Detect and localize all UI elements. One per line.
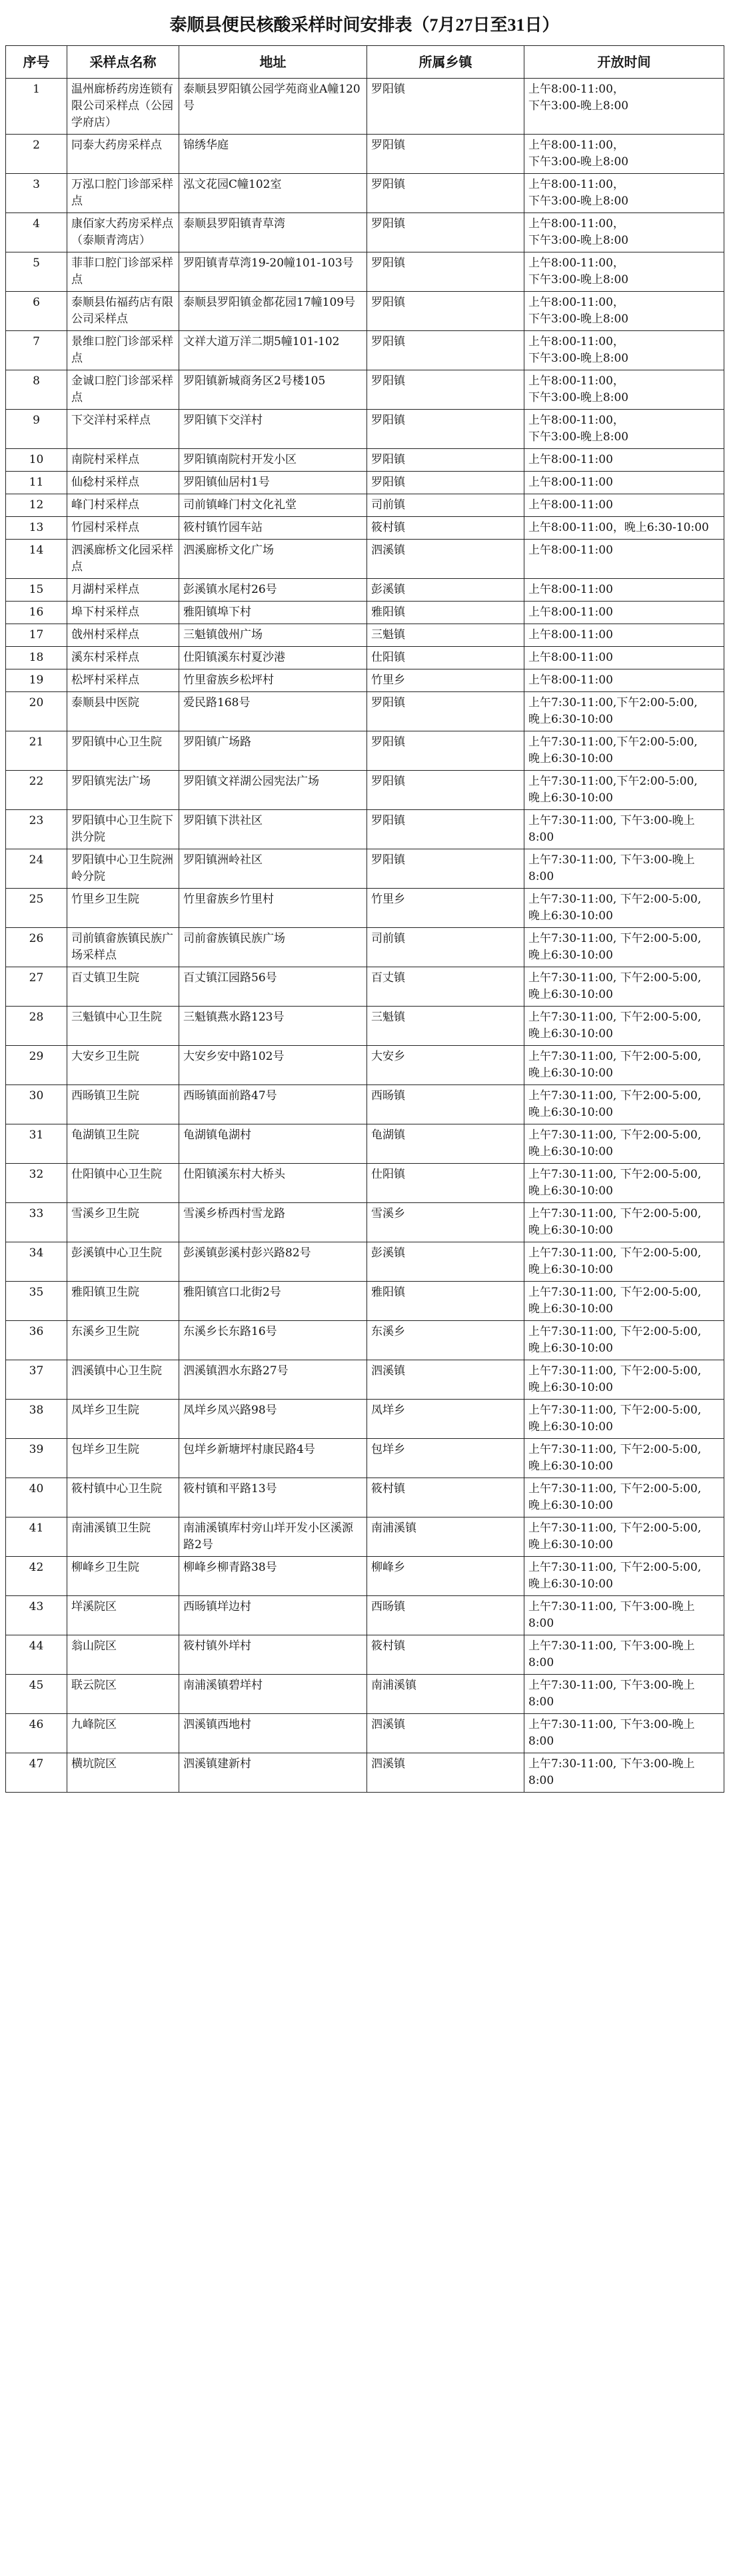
cell-town: 南浦溪镇 (367, 1517, 524, 1557)
cell-town: 罗阳镇 (367, 370, 524, 410)
table-row (6, 1439, 724, 1478)
cell-town: 司前镇 (367, 928, 524, 967)
cell-town: 罗阳镇 (367, 692, 524, 731)
cell-index: 20 (6, 692, 67, 731)
header-index: 序号 (6, 46, 67, 79)
cell-index: 45 (6, 1675, 67, 1714)
cell-town: 泗溪镇 (367, 1714, 524, 1753)
table-row (6, 889, 724, 928)
cell-index: 38 (6, 1400, 67, 1439)
cell-town: 彭溪镇 (367, 579, 524, 602)
cell-address: 南浦溪镇库村旁山垟开发小区溪源路2号 (179, 1517, 367, 1557)
cell-site-name: 月湖村采样点 (67, 579, 179, 602)
table-row (6, 213, 724, 252)
cell-address: 雅阳镇埠下村 (179, 602, 367, 624)
cell-hours: 上午7:30-11:00, 下午2:00-5:00, 晚上6:30-10:00 (524, 1517, 724, 1557)
cell-address: 爱民路168号 (179, 692, 367, 731)
cell-address: 筱村镇和平路13号 (179, 1478, 367, 1517)
cell-index: 33 (6, 1203, 67, 1242)
cell-hours: 上午7:30-11:00,下午2:00-5:00, 晚上6:30-10:00 (524, 771, 724, 810)
cell-town: 仕阳镇 (367, 647, 524, 669)
cell-address: 罗阳镇下交洋村 (179, 410, 367, 449)
cell-site-name: 溪东村采样点 (67, 647, 179, 669)
cell-site-name: 罗阳镇中心卫生院洲岭分院 (67, 849, 179, 889)
header-site-name: 采样点名称 (67, 46, 179, 79)
cell-town: 罗阳镇 (367, 472, 524, 494)
cell-site-name: 康佰家大药房采样点（泰顺青湾店） (67, 213, 179, 252)
cell-town: 龟湖镇 (367, 1124, 524, 1164)
cell-address: 雪溪乡桥西村雪龙路 (179, 1203, 367, 1242)
table-row (6, 1400, 724, 1439)
header-hours: 开放时间 (524, 46, 724, 79)
cell-address: 文祥大道万洋二期5幢101-102 (179, 331, 367, 370)
table-row (6, 449, 724, 472)
cell-hours: 上午8:00-11:00， 下午3:00-晚上8:00 (524, 174, 724, 213)
cell-site-name: 南院村采样点 (67, 449, 179, 472)
cell-town: 百丈镇 (367, 967, 524, 1007)
cell-index: 29 (6, 1046, 67, 1085)
cell-index: 7 (6, 331, 67, 370)
cell-address: 雅阳镇宫口北街2号 (179, 1282, 367, 1321)
table-row (6, 692, 724, 731)
table-row (6, 370, 724, 410)
cell-town: 筱村镇 (367, 1635, 524, 1675)
table-row (6, 1321, 724, 1360)
cell-hours: 上午7:30-11:00, 下午2:00-5:00, 晚上6:30-10:00 (524, 889, 724, 928)
cell-index: 42 (6, 1557, 67, 1596)
cell-address: 竹里畲族乡松坪村 (179, 669, 367, 692)
cell-address: 锦绣华庭 (179, 135, 367, 174)
cell-site-name: 南浦溪镇卫生院 (67, 1517, 179, 1557)
table-row (6, 79, 724, 135)
cell-index: 35 (6, 1282, 67, 1321)
cell-site-name: 泗溪镇中心卫生院 (67, 1360, 179, 1400)
cell-index: 2 (6, 135, 67, 174)
cell-hours: 上午7:30-11:00, 下午2:00-5:00, 晚上6:30-10:00 (524, 1478, 724, 1517)
cell-site-name: 金诚口腔门诊部采样点 (67, 370, 179, 410)
table-row (6, 731, 724, 771)
table-row (6, 1360, 724, 1400)
cell-hours: 上午7:30-11:00, 下午2:00-5:00, 晚上6:30-10:00 (524, 1400, 724, 1439)
cell-address: 泗溪镇泗水东路27号 (179, 1360, 367, 1400)
cell-town: 泗溪镇 (367, 540, 524, 579)
cell-town: 罗阳镇 (367, 292, 524, 331)
cell-address: 泓文花园C幢102室 (179, 174, 367, 213)
cell-site-name: 罗阳镇中心卫生院下洪分院 (67, 810, 179, 849)
cell-index: 9 (6, 410, 67, 449)
cell-site-name: 下交洋村采样点 (67, 410, 179, 449)
cell-hours: 上午7:30-11:00, 下午2:00-5:00, 晚上6:30-10:00 (524, 1124, 724, 1164)
cell-hours: 上午8:00-11:00 (524, 449, 724, 472)
cell-site-name: 横坑院区 (67, 1753, 179, 1793)
table-row (6, 1714, 724, 1753)
cell-index: 6 (6, 292, 67, 331)
cell-address: 泗溪镇西地村 (179, 1714, 367, 1753)
cell-index: 36 (6, 1321, 67, 1360)
cell-address: 筱村镇外垟村 (179, 1635, 367, 1675)
cell-town: 仕阳镇 (367, 1164, 524, 1203)
cell-site-name: 司前镇畲族镇民族广场采样点 (67, 928, 179, 967)
table-row (6, 1046, 724, 1085)
table-row (6, 410, 724, 449)
cell-hours: 上午8:00-11:00， 下午3:00-晚上8:00 (524, 410, 724, 449)
table-row (6, 967, 724, 1007)
cell-site-name: 百丈镇卫生院 (67, 967, 179, 1007)
cell-site-name: 竹园村采样点 (67, 517, 179, 540)
cell-index: 17 (6, 624, 67, 647)
cell-address: 罗阳镇新城商务区2号楼105 (179, 370, 367, 410)
cell-index: 44 (6, 1635, 67, 1675)
cell-index: 34 (6, 1242, 67, 1282)
cell-address: 柳峰乡柳青路38号 (179, 1557, 367, 1596)
cell-hours: 上午8:00-11:00， 下午3:00-晚上8:00 (524, 213, 724, 252)
cell-address: 泰顺县罗阳镇青草湾 (179, 213, 367, 252)
cell-site-name: 九峰院区 (67, 1714, 179, 1753)
cell-hours: 上午8:00-11:00， 下午3:00-晚上8:00 (524, 292, 724, 331)
cell-site-name: 埠下村采样点 (67, 602, 179, 624)
cell-town: 包垟乡 (367, 1439, 524, 1478)
table-row (6, 1242, 724, 1282)
table-row (6, 602, 724, 624)
cell-address: 泗溪廊桥文化广场 (179, 540, 367, 579)
cell-index: 18 (6, 647, 67, 669)
cell-hours: 上午8:00-11:00 (524, 624, 724, 647)
cell-site-name: 包垟乡卫生院 (67, 1439, 179, 1478)
cell-town: 罗阳镇 (367, 79, 524, 135)
cell-hours: 上午7:30-11:00, 下午2:00-5:00, 晚上6:30-10:00 (524, 1242, 724, 1282)
cell-index: 22 (6, 771, 67, 810)
cell-hours: 上午7:30-11:00, 下午3:00-晚上8:00 (524, 1753, 724, 1793)
cell-index: 32 (6, 1164, 67, 1203)
cell-index: 47 (6, 1753, 67, 1793)
cell-hours: 上午7:30-11:00, 下午2:00-5:00, 晚上6:30-10:00 (524, 1321, 724, 1360)
cell-index: 11 (6, 472, 67, 494)
table-row (6, 849, 724, 889)
cell-town: 西旸镇 (367, 1085, 524, 1124)
cell-address: 罗阳镇青草湾19-20幢101-103号 (179, 252, 367, 292)
table-row (6, 292, 724, 331)
cell-site-name: 同泰大药房采样点 (67, 135, 179, 174)
table-row (6, 331, 724, 370)
cell-index: 26 (6, 928, 67, 967)
table-row (6, 174, 724, 213)
cell-town: 罗阳镇 (367, 174, 524, 213)
cell-town: 南浦溪镇 (367, 1675, 524, 1714)
cell-site-name: 仙稔村采样点 (67, 472, 179, 494)
cell-town: 东溪乡 (367, 1321, 524, 1360)
cell-hours: 上午8:00-11:00 (524, 669, 724, 692)
cell-town: 大安乡 (367, 1046, 524, 1085)
table-row (6, 1596, 724, 1635)
cell-address: 西旸镇面前路47号 (179, 1085, 367, 1124)
cell-address: 彭溪镇水尾村26号 (179, 579, 367, 602)
cell-site-name: 泰顺县中医院 (67, 692, 179, 731)
table-row (6, 135, 724, 174)
cell-site-name: 泗溪廊桥文化园采样点 (67, 540, 179, 579)
cell-town: 竹里乡 (367, 669, 524, 692)
cell-address: 大安乡安中路102号 (179, 1046, 367, 1085)
cell-site-name: 峰门村采样点 (67, 494, 179, 517)
cell-hours: 上午8:00-11:00 (524, 494, 724, 517)
cell-hours: 上午8:00-11:00 (524, 602, 724, 624)
cell-site-name: 雅阳镇卫生院 (67, 1282, 179, 1321)
cell-town: 罗阳镇 (367, 731, 524, 771)
table-row (6, 1282, 724, 1321)
cell-index: 16 (6, 602, 67, 624)
cell-hours: 上午7:30-11:00, 下午3:00-晚上8:00 (524, 1596, 724, 1635)
cell-site-name: 景维口腔门诊部采样点 (67, 331, 179, 370)
cell-index: 12 (6, 494, 67, 517)
cell-site-name: 东溪乡卫生院 (67, 1321, 179, 1360)
cell-town: 泗溪镇 (367, 1360, 524, 1400)
table-row (6, 1753, 724, 1793)
cell-town: 罗阳镇 (367, 213, 524, 252)
cell-index: 30 (6, 1085, 67, 1124)
cell-site-name: 温州廊桥药房连锁有限公司采样点（公园学府店） (67, 79, 179, 135)
cell-hours: 上午7:30-11:00, 下午2:00-5:00, 晚上6:30-10:00 (524, 1282, 724, 1321)
table-row (6, 669, 724, 692)
header-address: 地址 (179, 46, 367, 79)
cell-site-name: 菲菲口腔门诊部采样点 (67, 252, 179, 292)
header-town: 所属乡镇 (367, 46, 524, 79)
cell-site-name: 联云院区 (67, 1675, 179, 1714)
cell-hours: 上午8:00-11:00， 下午3:00-晚上8:00 (524, 370, 724, 410)
cell-hours: 上午7:30-11:00, 下午3:00-晚上8:00 (524, 1714, 724, 1753)
cell-index: 46 (6, 1714, 67, 1753)
cell-site-name: 凤垟乡卫生院 (67, 1400, 179, 1439)
cell-address: 罗阳镇下洪社区 (179, 810, 367, 849)
table-row (6, 1007, 724, 1046)
cell-hours: 上午8:00-11:00， 下午3:00-晚上8:00 (524, 252, 724, 292)
cell-hours: 上午7:30-11:00,下午2:00-5:00, 晚上6:30-10:00 (524, 731, 724, 771)
cell-site-name: 松坪村采样点 (67, 669, 179, 692)
cell-town: 罗阳镇 (367, 849, 524, 889)
cell-index: 5 (6, 252, 67, 292)
cell-hours: 上午8:00-11:00， 下午3:00-晚上8:00 (524, 79, 724, 135)
cell-address: 龟湖镇龟湖村 (179, 1124, 367, 1164)
cell-address: 西旸镇垟边村 (179, 1596, 367, 1635)
cell-hours: 上午7:30-11:00,下午2:00-5:00, 晚上6:30-10:00 (524, 692, 724, 731)
cell-index: 41 (6, 1517, 67, 1557)
cell-address: 罗阳镇仙居村1号 (179, 472, 367, 494)
cell-index: 24 (6, 849, 67, 889)
cell-address: 司前镇峰门村文化礼堂 (179, 494, 367, 517)
table-row (6, 928, 724, 967)
table-row (6, 494, 724, 517)
cell-hours: 上午7:30-11:00, 下午2:00-5:00, 晚上6:30-10:00 (524, 1360, 724, 1400)
table-row (6, 1517, 724, 1557)
cell-hours: 上午7:30-11:00, 下午3:00-晚上8:00 (524, 1675, 724, 1714)
cell-town: 筱村镇 (367, 517, 524, 540)
cell-town: 泗溪镇 (367, 1753, 524, 1793)
cell-hours: 上午7:30-11:00, 下午2:00-5:00, 晚上6:30-10:00 (524, 1164, 724, 1203)
cell-hours: 上午7:30-11:00, 下午2:00-5:00, 晚上6:30-10:00 (524, 1046, 724, 1085)
cell-town: 罗阳镇 (367, 810, 524, 849)
cell-address: 罗阳镇南院村开发小区 (179, 449, 367, 472)
cell-town: 彭溪镇 (367, 1242, 524, 1282)
cell-town: 罗阳镇 (367, 331, 524, 370)
cell-address: 百丈镇江园路56号 (179, 967, 367, 1007)
cell-site-name: 翁山院区 (67, 1635, 179, 1675)
cell-hours: 上午7:30-11:00, 下午2:00-5:00, 晚上6:30-10:00 (524, 1203, 724, 1242)
cell-hours: 上午8:00-11:00 (524, 540, 724, 579)
table-row (6, 624, 724, 647)
cell-town: 三魁镇 (367, 1007, 524, 1046)
cell-town: 罗阳镇 (367, 771, 524, 810)
table-row (6, 771, 724, 810)
cell-hours: 上午7:30-11:00, 下午3:00-晚上8:00 (524, 1635, 724, 1675)
table-row (6, 252, 724, 292)
cell-index: 21 (6, 731, 67, 771)
cell-site-name: 三魁镇中心卫生院 (67, 1007, 179, 1046)
cell-town: 西旸镇 (367, 1596, 524, 1635)
cell-index: 28 (6, 1007, 67, 1046)
cell-address: 竹里畲族乡竹里村 (179, 889, 367, 928)
cell-index: 40 (6, 1478, 67, 1517)
table-row (6, 1203, 724, 1242)
table-row (6, 647, 724, 669)
cell-site-name: 万泓口腔门诊部采样点 (67, 174, 179, 213)
cell-index: 3 (6, 174, 67, 213)
cell-hours: 上午7:30-11:00, 下午2:00-5:00, 晚上6:30-10:00 (524, 1007, 724, 1046)
cell-hours: 上午7:30-11:00, 下午2:00-5:00, 晚上6:30-10:00 (524, 1439, 724, 1478)
cell-index: 27 (6, 967, 67, 1007)
cell-address: 三魁镇戗州广场 (179, 624, 367, 647)
cell-address: 三魁镇燕水路123号 (179, 1007, 367, 1046)
table-row (6, 540, 724, 579)
cell-town: 罗阳镇 (367, 135, 524, 174)
cell-index: 8 (6, 370, 67, 410)
cell-address: 罗阳镇洲岭社区 (179, 849, 367, 889)
schedule-table (5, 45, 724, 1793)
cell-address: 仕阳镇溪东村夏沙港 (179, 647, 367, 669)
cell-town: 柳峰乡 (367, 1557, 524, 1596)
cell-site-name: 仕阳镇中心卫生院 (67, 1164, 179, 1203)
cell-address: 包垟乡新塘坪村康民路4号 (179, 1439, 367, 1478)
cell-hours: 上午8:00-11:00 (524, 472, 724, 494)
table-row (6, 579, 724, 602)
cell-address: 泗溪镇建新村 (179, 1753, 367, 1793)
cell-site-name: 雪溪乡卫生院 (67, 1203, 179, 1242)
cell-town: 司前镇 (367, 494, 524, 517)
cell-town: 罗阳镇 (367, 252, 524, 292)
cell-index: 43 (6, 1596, 67, 1635)
cell-town: 竹里乡 (367, 889, 524, 928)
cell-town: 筱村镇 (367, 1478, 524, 1517)
cell-index: 31 (6, 1124, 67, 1164)
cell-index: 39 (6, 1439, 67, 1478)
cell-town: 罗阳镇 (367, 449, 524, 472)
cell-site-name: 西旸镇卫生院 (67, 1085, 179, 1124)
cell-town: 雅阳镇 (367, 1282, 524, 1321)
cell-site-name: 大安乡卫生院 (67, 1046, 179, 1085)
cell-address: 筱村镇竹园车站 (179, 517, 367, 540)
cell-hours: 上午7:30-11:00, 下午2:00-5:00, 晚上6:30-10:00 (524, 928, 724, 967)
cell-site-name: 戗州村采样点 (67, 624, 179, 647)
cell-index: 14 (6, 540, 67, 579)
cell-index: 10 (6, 449, 67, 472)
cell-hours: 上午8:00-11:00，晚上6:30-10:00 (524, 517, 724, 540)
cell-hours: 上午8:00-11:00 (524, 647, 724, 669)
cell-address: 东溪乡长东路16号 (179, 1321, 367, 1360)
table-row (6, 1085, 724, 1124)
cell-site-name: 罗阳镇宪法广场 (67, 771, 179, 810)
cell-site-name: 柳峰乡卫生院 (67, 1557, 179, 1596)
cell-address: 南浦溪镇碧垟村 (179, 1675, 367, 1714)
cell-address: 泰顺县罗阳镇金都花园17幢109号 (179, 292, 367, 331)
cell-index: 37 (6, 1360, 67, 1400)
table-row (6, 1557, 724, 1596)
cell-site-name: 筱村镇中心卫生院 (67, 1478, 179, 1517)
table-body (6, 79, 724, 1793)
cell-site-name: 彭溪镇中心卫生院 (67, 1242, 179, 1282)
cell-hours: 上午8:00-11:00 (524, 579, 724, 602)
cell-hours: 上午7:30-11:00, 下午2:00-5:00, 晚上6:30-10:00 (524, 1085, 724, 1124)
table-row (6, 810, 724, 849)
cell-hours: 上午7:30-11:00, 下午2:00-5:00, 晚上6:30-10:00 (524, 1557, 724, 1596)
cell-index: 25 (6, 889, 67, 928)
cell-site-name: 罗阳镇中心卫生院 (67, 731, 179, 771)
cell-index: 15 (6, 579, 67, 602)
cell-index: 13 (6, 517, 67, 540)
cell-town: 雅阳镇 (367, 602, 524, 624)
table-row (6, 1635, 724, 1675)
cell-hours: 上午8:00-11:00， 下午3:00-晚上8:00 (524, 331, 724, 370)
cell-site-name: 泰顺县佑福药店有限公司采样点 (67, 292, 179, 331)
cell-address: 凤垟乡凤兴路98号 (179, 1400, 367, 1439)
cell-index: 23 (6, 810, 67, 849)
cell-address: 泰顺县罗阳镇公园学苑商业A幢120号 (179, 79, 367, 135)
cell-address: 仕阳镇溪东村大桥头 (179, 1164, 367, 1203)
cell-site-name: 竹里乡卫生院 (67, 889, 179, 928)
cell-hours: 上午7:30-11:00, 下午2:00-5:00, 晚上6:30-10:00 (524, 967, 724, 1007)
table-row (6, 1675, 724, 1714)
cell-address: 司前畲族镇民族广场 (179, 928, 367, 967)
table-header-row (6, 46, 724, 79)
cell-address: 罗阳镇广场路 (179, 731, 367, 771)
cell-town: 雪溪乡 (367, 1203, 524, 1242)
table-row (6, 517, 724, 540)
cell-index: 19 (6, 669, 67, 692)
document-title: 泰顺县便民核酸采样时间安排表（7月27日至31日） (169, 15, 560, 35)
cell-address: 罗阳镇文祥湖公园宪法广场 (179, 771, 367, 810)
cell-index: 4 (6, 213, 67, 252)
cell-site-name: 垟溪院区 (67, 1596, 179, 1635)
cell-town: 三魁镇 (367, 624, 524, 647)
cell-index: 1 (6, 79, 67, 135)
cell-town: 罗阳镇 (367, 410, 524, 449)
cell-site-name: 龟湖镇卫生院 (67, 1124, 179, 1164)
table-row (6, 1164, 724, 1203)
cell-hours: 上午7:30-11:00, 下午3:00-晚上8:00 (524, 810, 724, 849)
cell-hours: 上午7:30-11:00, 下午3:00-晚上8:00 (524, 849, 724, 889)
cell-hours: 上午8:00-11:00， 下午3:00-晚上8:00 (524, 135, 724, 174)
table-row (6, 1124, 724, 1164)
table-row (6, 472, 724, 494)
cell-address: 彭溪镇彭溪村彭兴路82号 (179, 1242, 367, 1282)
table-row (6, 1478, 724, 1517)
cell-town: 凤垟乡 (367, 1400, 524, 1439)
